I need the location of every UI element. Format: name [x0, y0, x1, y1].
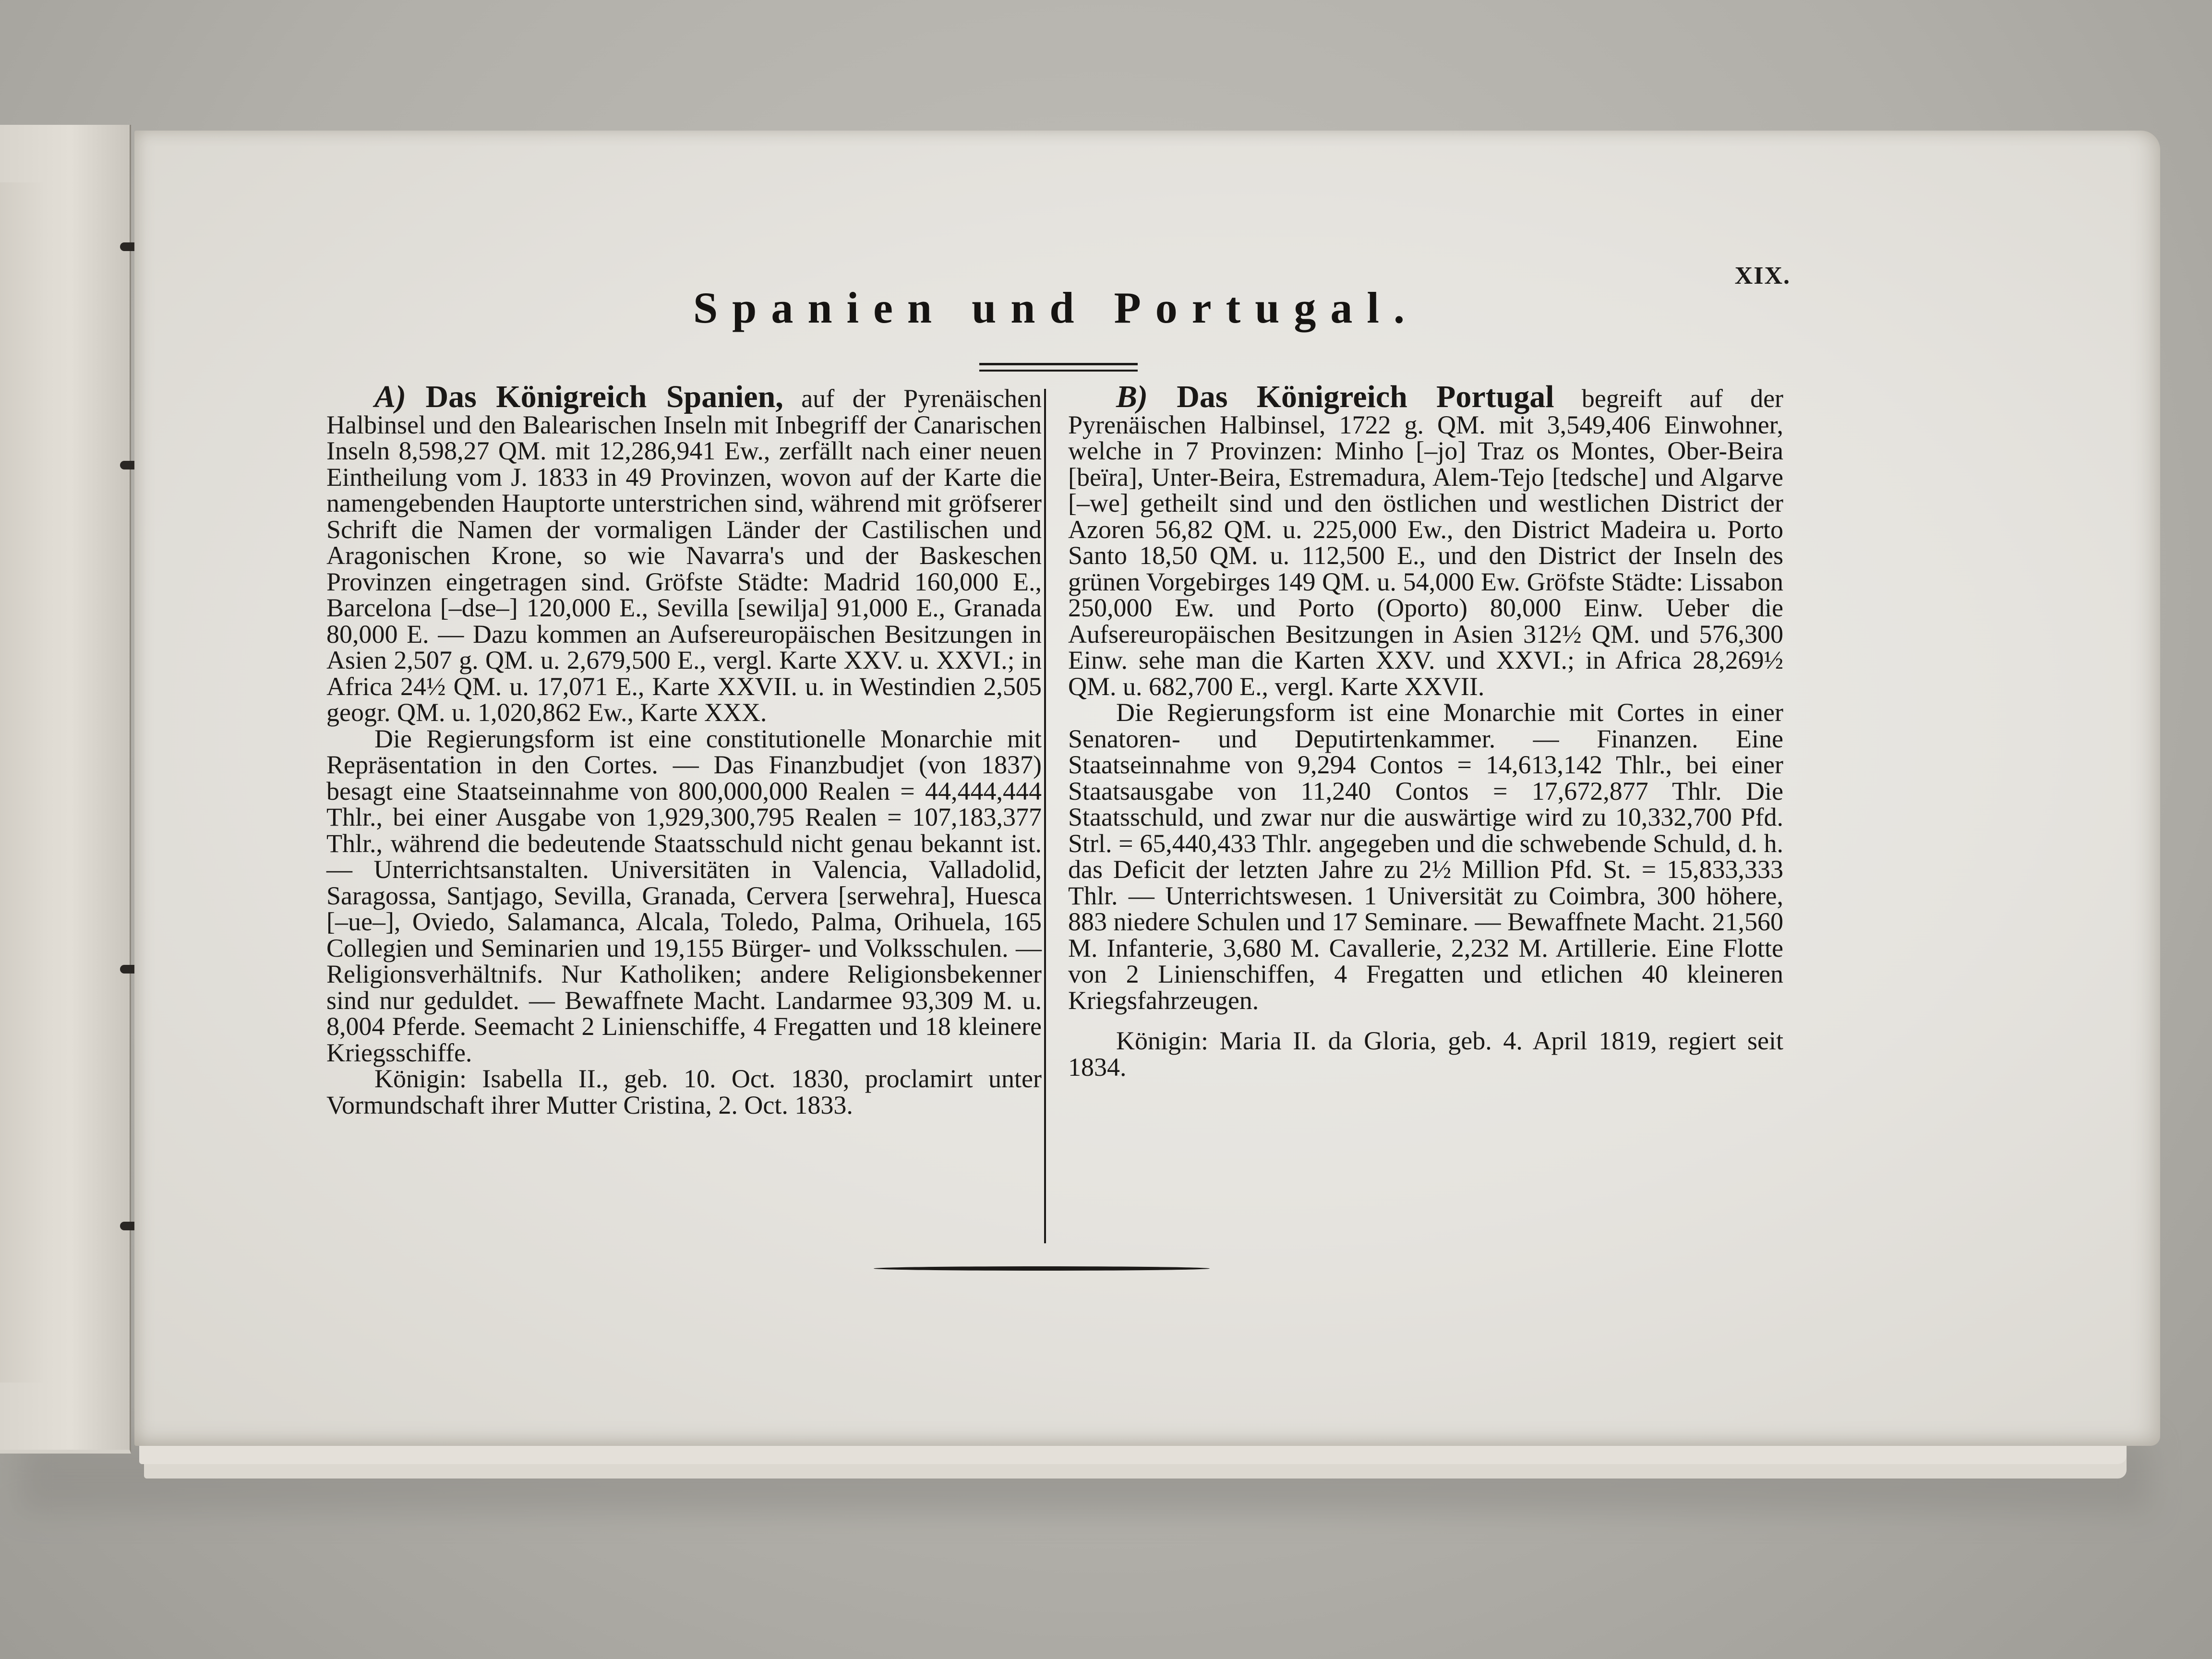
portugal-queen: Königin: Maria II. da Gloria, geb. 4. April 1819, regiert seit 1834.: [1068, 1026, 1783, 1082]
portugal-heading-text: Das Königreich Portugal: [1177, 379, 1554, 414]
right-column: [1068, 379, 1784, 1248]
spain-heading-text: Das Königreich Spanien,: [425, 379, 783, 414]
end-rule: [874, 1266, 1210, 1271]
spain-heading: [374, 379, 783, 414]
portugal-paragraph-2: Die Regierungsform ist eine Monarchie mit Cortes in einer Senatoren- und Deputirtenkammer. — Finanzen. Eine Staatseinnahme von 9,294 Contos = 14,613,142 Thlr., bei einer Staatsausgabe von 11,240 Contos = 17,672,877 Thlr. Die Staatsschuld, und zwar nur die auswärtige wird zu 10,332,700 Pfd. Strl. = 65,440,433 Thlr. angegeben und die schwebende Schuld, d. h. das Deficit der letzten Jahre zu 2½ Million Pfd. St. = 15,833,333 Thlr. — Unterrichtswesen. 1 Universität zu Coimbra, 300 höhere, 883 niedere Schulen und 17 Seminare. — Bewaffnete Macht. 21,560 M. Infanterie, 3,680 M. Cavallerie, 2,232 M. Artillerie. Eine Flotte von 2 Linienschiffen, 4 Fregatten und etlichen 40 kleineren Kriegsfahrzeugen.: [1068, 698, 1783, 1015]
portugal-heading: [1116, 379, 1554, 414]
column-divider: [1044, 389, 1046, 1243]
spain-paragraph-2: Die Regierungsform ist eine constitutionelle Monarchie mit Repräsentation in den Cortes. — Das Finanzbudjet (von 1837) besagt eine Staatseinnahme von 800,000,000 Realen = 44,444,444 Thlr., bei einer Ausgabe von 1,929,300,795 Realen = 107,183,377 Thlr., während die bedeutende Staatsschuld nicht genau bekannt ist. — Unterrichtsanstalten. Universitäten in Valencia, Valladolid, Saragossa, Santjago, Sevilla, Granada, Cervera [serwehra], Huesca [–ue–], Oviedo, Salamanca, Alcala, Toledo, Palma, Orihuela, 165 Collegien und Seminarien und 19,155 Bürger- und Volksschulen. — Religionsverhältnifs. Nur Katholiken; andere Religionsbekenner sind nur geduldet. — Bewaffnete Macht. Landarmee 93,309 M. u. 8,004 Pferde. Seemacht 2 Linienschiffe, 4 Fregatten und 18 kleinere Kriegsschiffe.: [326, 724, 1042, 1067]
spain-paragraph-1-text: auf der Pyrenäischen Halbinsel und den Balearischen Inseln mit Inbegriff der Canarischen Inseln 8,598,27 QM. mit 12,286,941 Ew., zerfällt nach einer neuen Eintheilung vom J. 1833 in 49 Provinzen, wovon auf der Karte die namengebenden Hauptorte unterstrichen sind, während mit gröfserer Schrift die Namen der vormaligen Länder der Castilischen und Aragonischen Krone, so wie Navarra's und der Baskeschen Provinzen eingetragen sind. Gröfste Städte: Madrid 160,000 E., Barcelona [–dse–] 120,000 E., Sevilla [sewilja] 91,000 E., Granada 80,000 E. — Dazu kommen an Aufsereuropäischen Besitzungen in Asien 2,507 g. QM. u. 2,679,500 E., vergl. Karte XXV. u. XXVI.; in Africa 24½ QM. u. 17,071 E., Karte XXVII. u. in Westindien 2,505 geogr. QM. u. 1,020,862 Ew., Karte XXX.: [326, 384, 1042, 727]
title-rule: [979, 363, 1138, 372]
portugal-heading-letter: B): [1116, 379, 1148, 414]
spain-paragraph-1: [326, 379, 1042, 727]
left-page-edge: [0, 125, 131, 1454]
spain-queen: Königin: Isabella II., geb. 10. Oct. 1830, proclamirt unter Vormundschaft ihrer Mutter Cristina, 2. Oct. 1833.: [326, 1064, 1042, 1119]
portugal-paragraph-1: [1068, 379, 1784, 701]
page-number: XIX.: [1734, 262, 1791, 289]
page-title: Spanien und Portugal.: [693, 283, 1419, 332]
left-column: [326, 379, 1042, 1248]
left-page-crease: [0, 182, 43, 1382]
portugal-paragraph-1-text: begreift auf der Pyrenäischen Halbinsel, 1722 g. QM. mit 3,549,406 Einwohner, welche in 7 Provinzen: Minho [–jo] Traz os Montes, Ober-Beira [beïra], Unter-Beira, Estremadura, Alem-Tejo [tedsche] und Algarve [–we] getheilt sind und den östlichen und westlichen District der Azoren 56,82 QM. u. 225,000 Ew., den District Madeira u. Porto Santo 18,50 QM. u. 112,500 E., und den District der Inseln des grünen Vorgebirges 149 QM. u. 54,000 Ew. Gröfste Städte: Lissabon 250,000 Ew. und Porto (Oporto) 80,000 Einw. Ueber die Aufsereuropäischen Besitzungen in Asien 312½ QM. und 576,300 Einw. sehe man die Karten XXV. und XXVI.; in Africa 28,269½ QM. u. 682,700 E., vergl. Karte XXVII.: [1068, 384, 1784, 701]
spain-heading-letter: A): [374, 379, 406, 414]
